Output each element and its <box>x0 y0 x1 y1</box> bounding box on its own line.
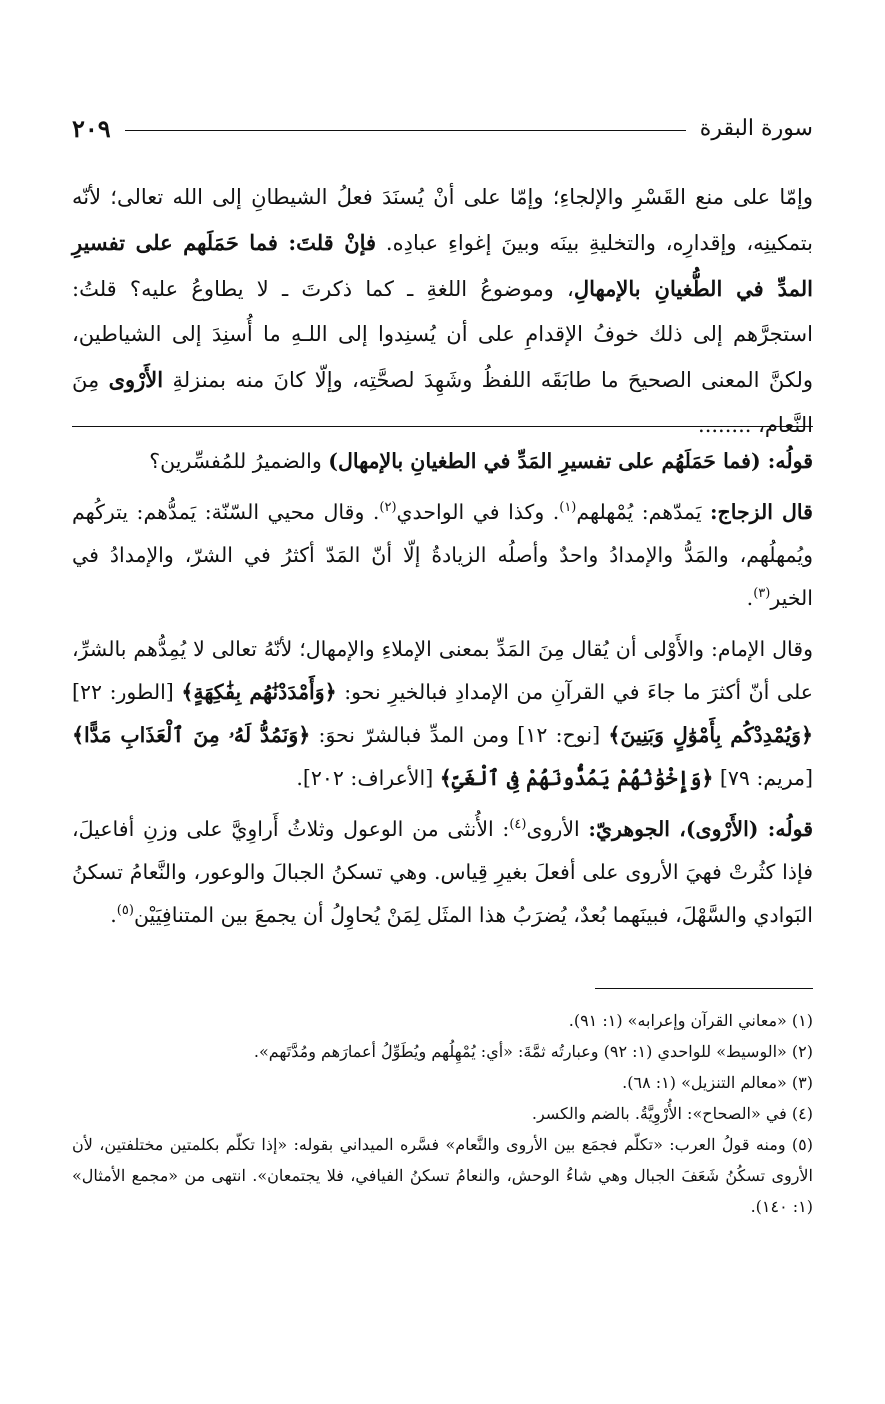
commentary <box>72 440 813 945</box>
section-divider <box>72 426 813 427</box>
commentary-paragraph-3: وقال الإمام: والأَوْلى أن يُقال مِنَ المَدِّ بمعنى الإملاءِ والإمهال؛ لأنّهُ تعالى لا يُمِدُّهم بالشرِّ، على أنّ أكثرَ ما جاءَ في القرآنِ من الإمدادِ فبالخيرِ نحو: ﴿وَأَمْدَدْنَٰهُم بِفَٰكِهَةٍ﴾ [الطور: ٢٢] ﴿وَيُمْدِدْكُم بِأَمْوَٰلٍ وَبَنِينَ﴾ [نوح: ١٢] ومن المدِّ فبالشرّ نحوَ: ﴿وَنَمُدُّ لَهُۥ مِنَ ٱلْعَذَابِ مَدًّا﴾ [مريم: ٧٩] ﴿وَإِخْوَٰنُهُمْ يَمُدُّونَهُمْ فِى ٱلْغَىِّ﴾ [الأعراف: ٢٠٢]. <box>72 637 814 790</box>
footnote-5: (٥) ومنه قولُ العرب: «تكلّم فجمَع بين الأروى والنَّعام» فسَّره الميداني بقوله: «إذا تكلّم بكلمتين مختلفتين، لأن الأروى تسكُنُ شَعَفَ الجبال وهي شاءُ الوحش، والنعامُ تسكنُ الفيافي، فلا يجتمعان». انتهى من «مجمع الأمثال» (١: ١٤٠). <box>72 1135 813 1216</box>
main-paragraph: وإمّا على منع القَسْرِ والإلجاءِ؛ وإمّا على أنْ يُسنَدَ فعلُ الشيطانِ إلى الله تعالى؛ لأنّه بتمكينِه، وإقدارِه، والتخليةِ بينَه وبينَ إغواءِ عبادِه. فإنْ قلتَ: فما حَمَلَهم على تفسيرِ المدِّ في الطُّغيانِ بالإمهالِ، وموضوعُ اللغةِ ـ كما ذكرتَ ـ لا يطاوعُ عليه؟ قلتُ: استجرَّهم إلى ذلك خوفُ الإقدامِ على أن يُسنِدوا إلى اللـهِ ما أُسنِدَ إلى الشياطين، ولكنَّ المعنى الصحيحَ ما طابَقَه اللفظُ وشَهِدَ لصحَّتِه، وإلّا كانَ منه بمنزلةِ الأَرْوى مِنَ النَّعام، ........ <box>72 185 813 437</box>
footnote-ref: (١) <box>559 500 577 516</box>
footnote-ref: (٤) <box>509 817 527 833</box>
surah-title: سورة البقرة <box>699 115 813 141</box>
footnote-ref: (٥) <box>116 903 134 919</box>
running-header <box>72 108 813 148</box>
commentary-paragraph-4: قولُه: (الأَرْوى)، الجوهريّ: الأروى$^{(٤)}$: الأُنثى من الوعول وثلاثُ أَراوِيَّ على وزنِ أفاعيلَ، فإذا كثُرتْ فهيَ الأروى على أفعلَ بغيرِ قِياس. وهي تسكنُ الجبالَ والوعور، والنَّعامُ تسكنُ البَوادي والسَّهْلَ، فبينَهما بُعدٌ، يُضرَبُ هذا المثَل لِمَنْ يُحاوِلُ أن يجمعَ بين المتنافِيَيْن$^{(٥)}$. <box>72 817 814 927</box>
footnote-ref: (٣) <box>753 586 771 602</box>
footnote-ref: (٢) <box>379 500 397 516</box>
keyword-arwa: الأَرْوى <box>108 367 164 392</box>
footnote-4: (٤) في «الصحاح»: الأُرْوِيَّةُ. بالضم والكسر. <box>531 1104 813 1123</box>
quran-quote: ﴿وَيُمْدِدْكُم بِأَمْوَٰلٍ وَبَنِينَ﴾ <box>608 723 814 747</box>
footnotes <box>72 1005 813 1222</box>
footnote-2: (٢) «الوسيط» للواحدي (١: ٩٢) وعبارتُه ثمَّةَ: «أي: يُمْهِلُهم ويُطَوِّلُ أعمارَهم ومُدَّتَهم». <box>253 1042 813 1061</box>
commentary-paragraph-1: قولُه: (فما حَمَلَهُم على تفسيرِ المَدِّ في الطغيانِ بالإمهال) والضميرُ للمُفسِّرين؟ <box>149 449 813 473</box>
commentary-paragraph-2: قال الزجاج: يَمدّهم: يُمْهلهم$^{(١)}$. وكذا في الواحدي$^{(٢)}$. وقال محيي السّنّة: يَمدُّهم: يتركُهم ويُمهلُهم، والمَدُّ والإمدادُ واحدٌ وأصلُه الزيادةُ إلّا أنّ المَدّ أكثرُ في الشرّ، والإمدادُ في الخير$^{(٣)}$. <box>72 500 813 610</box>
quran-quote: ﴿وَنَمُدُّ لَهُۥ مِنَ ٱلْعَذَابِ مَدًّا﴾ <box>72 723 311 747</box>
header-rule <box>125 130 686 131</box>
footnote-rule <box>595 988 813 989</box>
question-phrase: فإنْ قلتَ: فما حَمَلَهم على تفسيرِ المدِّ في الطُّغيانِ بالإمهالِ <box>72 230 813 301</box>
main-text <box>72 175 813 448</box>
footnote-1: (١) «معاني القرآن وإعرابه» (١: ٩١). <box>568 1011 813 1030</box>
page-number: ٢٠٩ <box>72 113 111 143</box>
footnote-3: (٣) «معالم التنزيل» (١: ٦٨). <box>622 1073 813 1092</box>
quran-quote: ﴿وَأَمْدَدْنَٰهُم بِفَٰكِهَةٍ﴾ <box>181 680 337 704</box>
quran-quote: ﴿وَإِخْوَٰنُهُمْ يَمُدُّونَهُمْ فِى ٱلْغَىِّ﴾ <box>439 766 714 790</box>
